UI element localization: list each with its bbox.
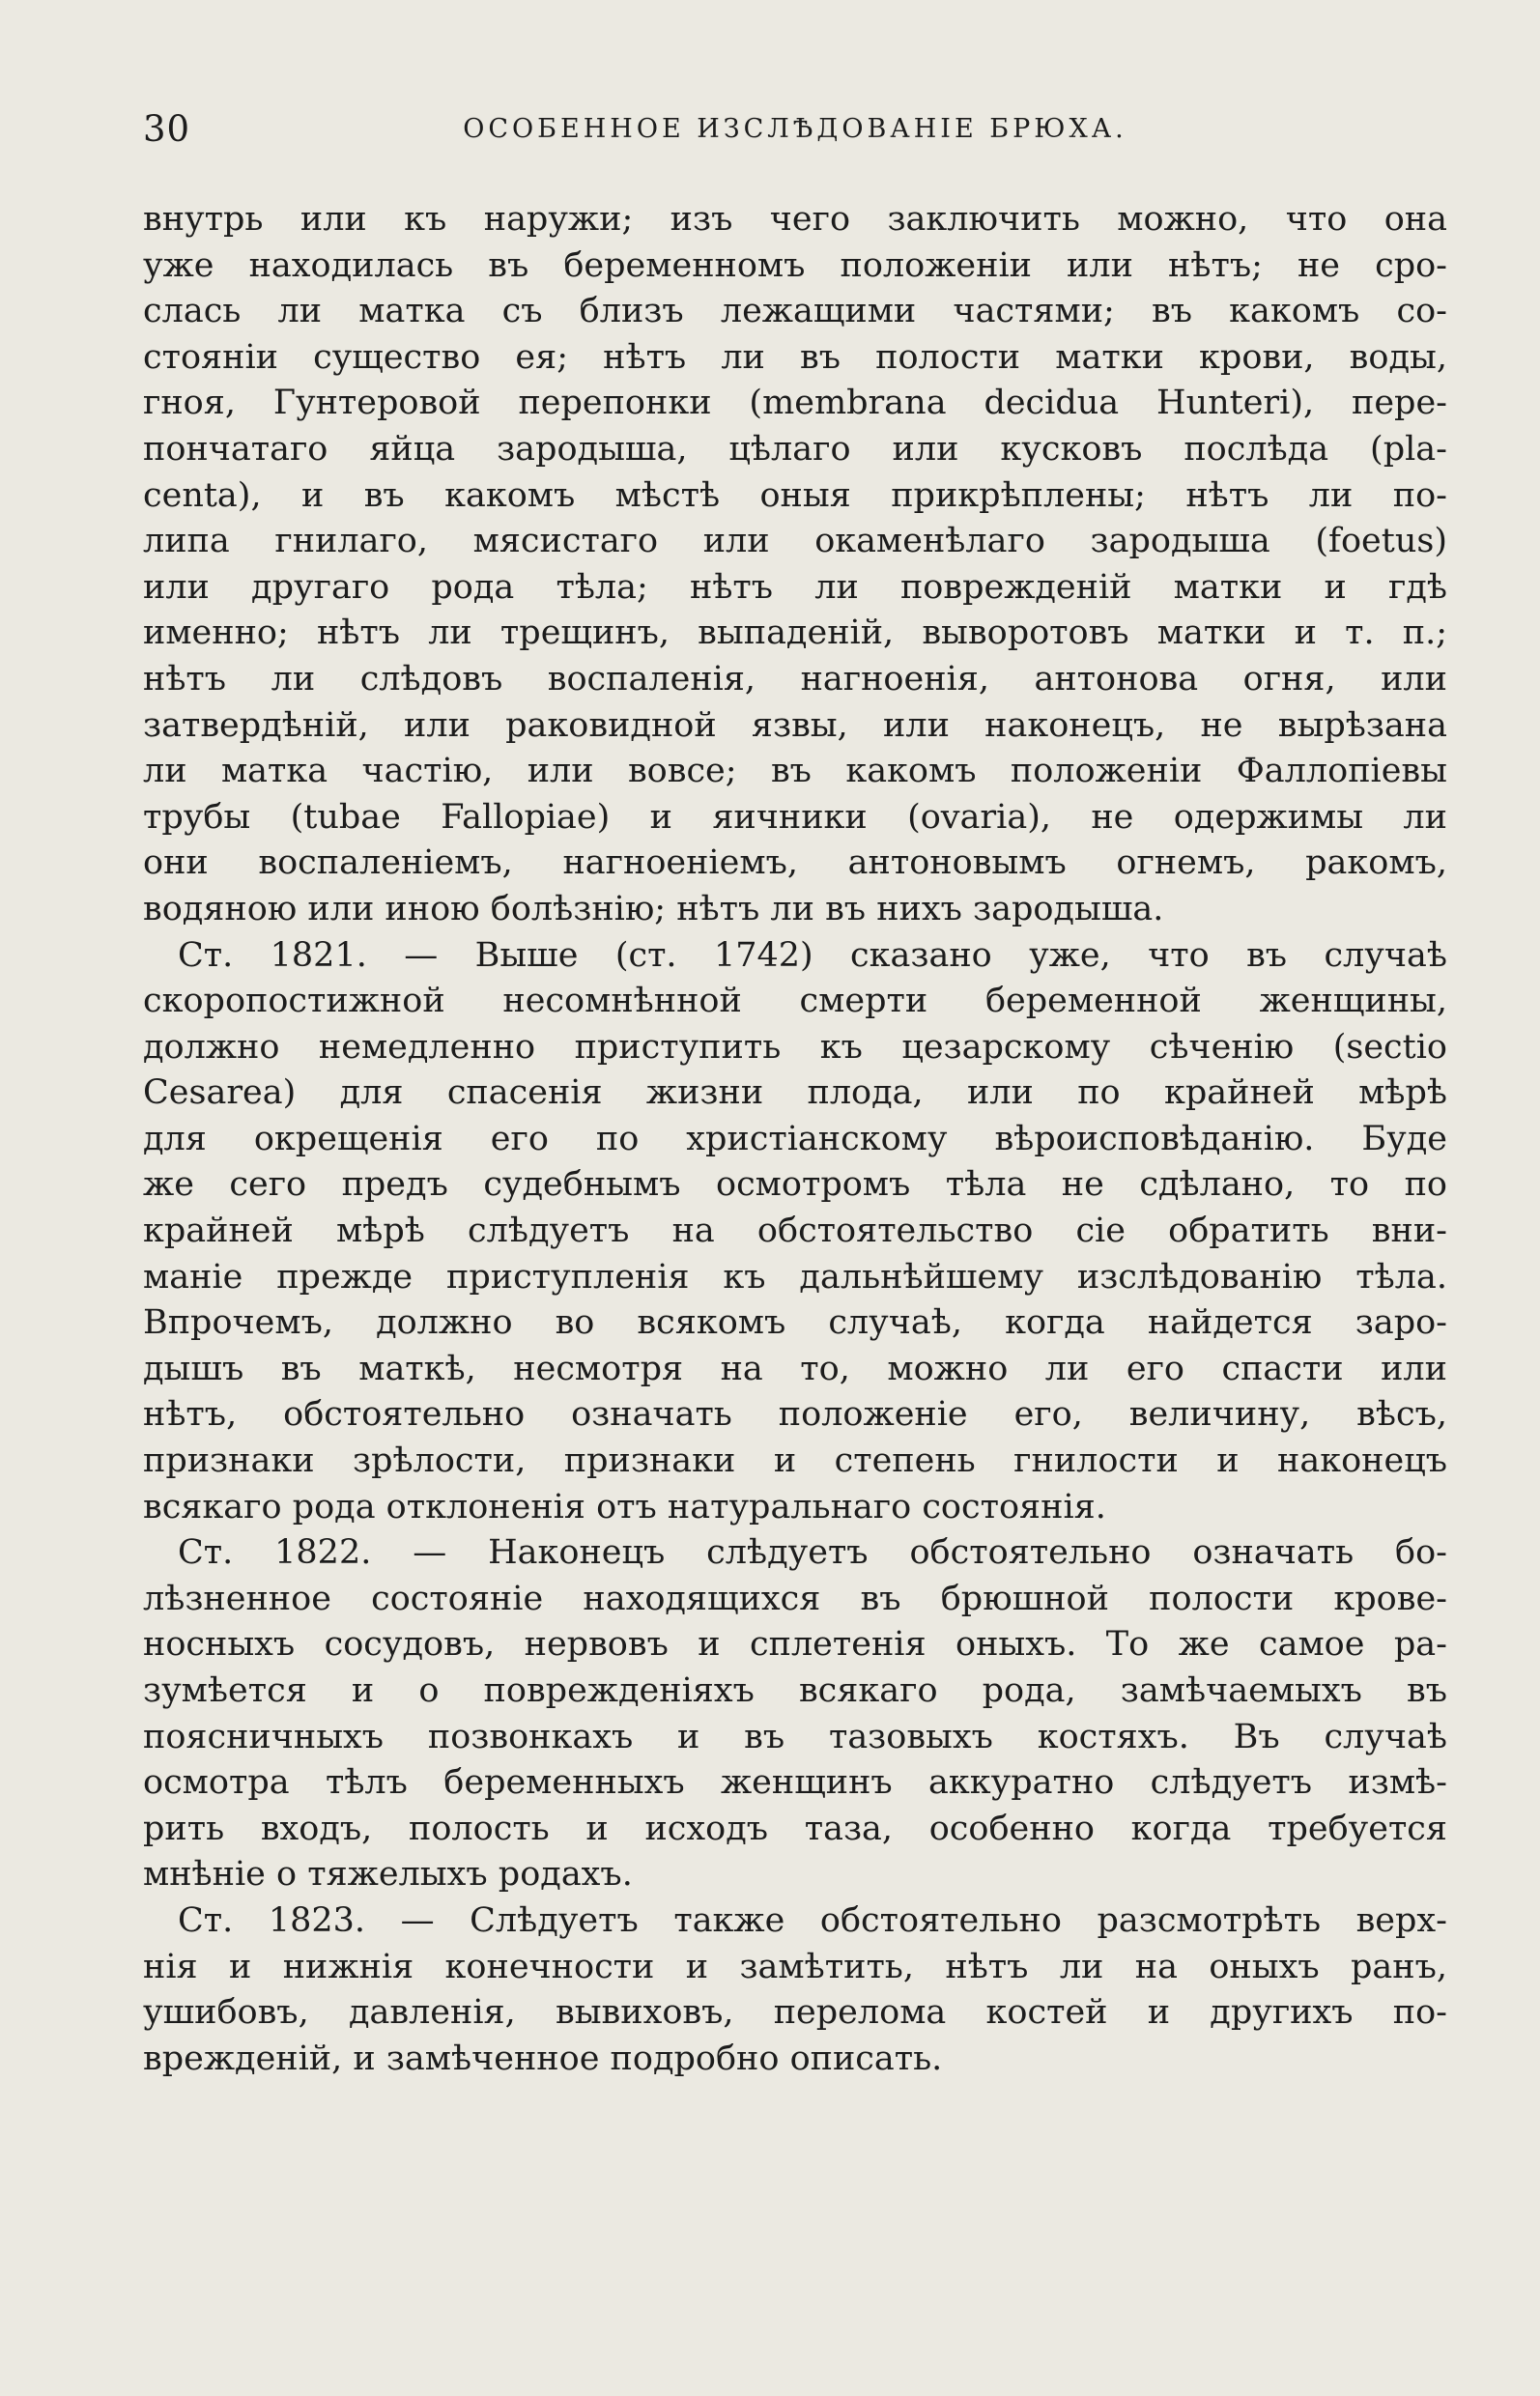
text-line: крайней мѣрѣ слѣдуетъ на обстоятельство сіе обратить вни-	[143, 1212, 1447, 1251]
text-line: нѣтъ ли слѣдовъ воспаленія, нагноенія, антонова огня, или	[143, 659, 1447, 699]
text-line: Впрочемъ, должно во всякомъ случаѣ, когда найдется заро-	[143, 1303, 1447, 1343]
text-line: centa), и въ какомъ мѣстѣ оныя прикрѣплены; нѣтъ ли по-	[143, 475, 1447, 515]
text-line: они воспаленіемъ, нагноеніемъ, антоновымъ огнемъ, ракомъ,	[143, 843, 1447, 883]
running-head: ОСОБЕННОЕ ИЗСЛѢДОВАНІЕ БРЮХА.	[463, 114, 1127, 144]
text-line: трубы (tubae Falloріае) и яичники (ovaria), не одержимы ли	[143, 797, 1447, 837]
text-line: ли матка частію, или вовсе; въ какомъ положеніи Фаллопіевы	[143, 752, 1447, 791]
text-line: рить входъ, полость и исходъ таза, особенно когда требуется	[143, 1809, 1447, 1848]
text-line: же сего предъ судебнымъ осмотромъ тѣла не сдѣлано, то по	[143, 1165, 1447, 1205]
text-line: ушибовъ, давленія, вывиховъ, перелома костей и другихъ по-	[143, 1993, 1447, 2033]
text-line: зумѣется и о поврежденіяхъ всякаго рода, замѣчаемыхъ въ	[143, 1671, 1447, 1710]
text-line: внутрь или къ наружи; изъ чего заключить можно, что она	[143, 200, 1447, 239]
body-text	[143, 197, 1447, 2082]
text-line: лѣзненное состояніе находящихся въ брюшной полости крове-	[143, 1579, 1447, 1618]
text-line: нѣтъ, обстоятельно означать положеніе его, величину, вѣсъ,	[143, 1395, 1447, 1435]
text-line: пончатаго яйца зародыша, цѣлаго или кусковъ послѣда (pla-	[143, 429, 1447, 469]
text-line: Cesarea) для спасенія жизни плода, или по крайней мѣрѣ	[143, 1073, 1447, 1113]
text-line: врежденій, и замѣченное подробно описать.	[143, 2039, 943, 2078]
text-line: гноя, Гунтеровой перепонки (membrana decidua Hunteri), пере-	[143, 384, 1447, 423]
text-line: дышъ въ маткѣ, несмотря на то, можно ли его спасти или	[143, 1349, 1447, 1388]
text-line: стояніи существо ея; нѣтъ ли въ полости матки крови, воды,	[143, 337, 1447, 377]
text-line: скоропостижной несомнѣнной смерти беременной женщины,	[143, 982, 1447, 1021]
text-line: Ст. 1822. — Наконецъ слѣдуетъ обстоятельно означать бо-	[178, 1533, 1447, 1573]
text-line: для окрещенія его по христіанскому вѣроисповѣданію. Буде	[143, 1119, 1447, 1158]
text-line: затвердѣній, или раковидной язвы, или наконецъ, не вырѣзана	[143, 705, 1447, 745]
text-line: слась ли матка съ близъ лежащими частями; въ какомъ со-	[143, 292, 1447, 331]
text-line: водяною или иною болѣзнію; нѣтъ ли въ нихъ зародыша.	[143, 889, 1164, 928]
text-line: носныхъ сосудовъ, нервовъ и сплетенія оныхъ. То же самое ра-	[143, 1625, 1447, 1665]
text-line: маніе прежде приступленія къ дальнѣйшему изслѣдованію тѣла.	[143, 1257, 1447, 1297]
text-line: Ст. 1821. — Выше (ст. 1742) сказано уже, что въ случаѣ	[178, 935, 1447, 975]
text-line: липа гнилаго, мясистаго или окаменѣлаго зародыша (foetus)	[143, 522, 1447, 561]
text-line: осмотра тѣлъ беременныхъ женщинъ аккуратно слѣдуетъ измѣ-	[143, 1763, 1447, 1803]
text-line: поясничныхъ позвонкахъ и въ тазовыхъ костяхъ. Въ случаѣ	[143, 1717, 1447, 1756]
page-header	[143, 108, 1447, 157]
text-line: уже находилась въ беременномъ положеніи или нѣтъ; не сро-	[143, 245, 1447, 285]
text-line: Ст. 1823. — Слѣдуетъ также обстоятельно разсмотрѣть верх-	[178, 1900, 1447, 1940]
text-line: признаки зрѣлости, признаки и степень гнилости и наконецъ	[143, 1441, 1447, 1481]
text-line: должно немедленно приступить къ цезарскому сѣченію (sectio	[143, 1027, 1447, 1067]
text-line: мнѣніе о тяжелыхъ родахъ.	[143, 1855, 633, 1895]
page-number: 30	[143, 108, 191, 150]
text-line: именно; нѣтъ ли трещинъ, выпаденій, выворотовъ матки и т. п.;	[143, 613, 1447, 653]
text-line: всякаго рода отклоненія отъ натуральнаго состоянія.	[143, 1487, 1106, 1526]
text-line: или другаго рода тѣла; нѣтъ ли поврежденій матки и гдѣ	[143, 567, 1447, 607]
text-line: нія и нижнія конечности и замѣтить, нѣтъ ли на оныхъ ранъ,	[143, 1947, 1447, 1986]
